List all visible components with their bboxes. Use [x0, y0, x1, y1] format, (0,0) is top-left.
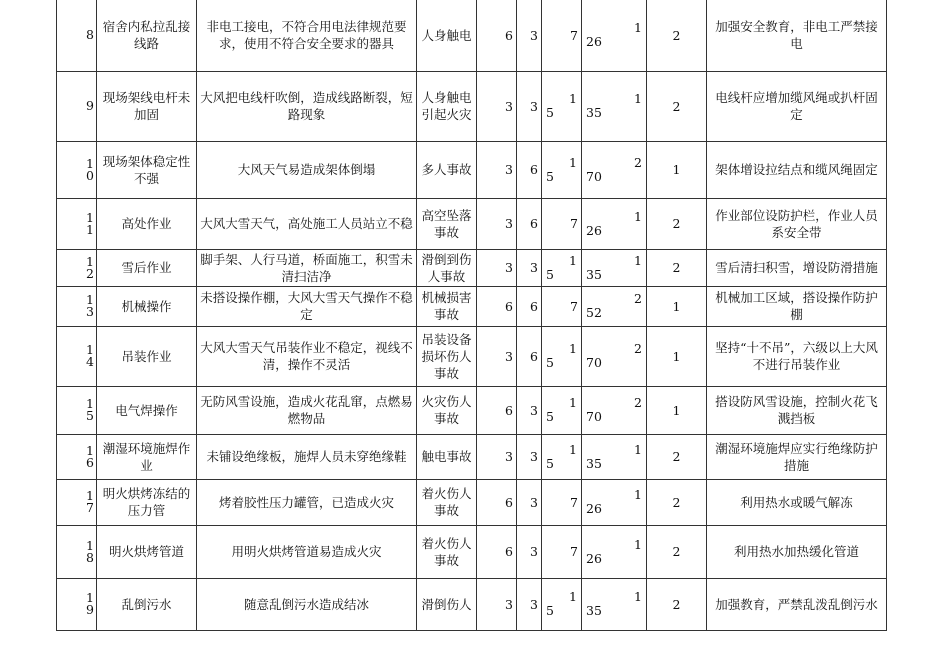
table-row — [57, 326, 887, 386]
c-value-cell — [542, 578, 582, 630]
consequence-cell: 人身触电引起火灾 — [417, 71, 477, 141]
hazard-description-cell: 非电工接电，不符合用电法律规范要求，使用不符合安全要求的器具 — [197, 0, 417, 71]
control-measure-cell: 加强安全教育，非电工严禁接电 — [707, 0, 887, 71]
risk-assessment-table — [56, 0, 887, 631]
table-row — [57, 198, 887, 249]
c-value-part: 1 — [569, 91, 577, 106]
c-value-cell — [542, 249, 582, 286]
d-value-cell — [582, 386, 647, 434]
row-number-cell — [57, 71, 97, 141]
d-value-part: 35 — [586, 105, 602, 120]
work-item-cell: 宿舍内私拉乱接线路 — [97, 0, 197, 71]
row-number-part: 1 — [86, 253, 94, 269]
d-value-part: 35 — [586, 603, 602, 618]
d-value-cell — [582, 198, 647, 249]
control-measure-cell: 雪后清扫积雪，增设防滑措施 — [707, 249, 887, 286]
c-value-part: 5 — [546, 266, 554, 282]
row-number-part: 7 — [86, 500, 94, 515]
d-value-part: 35 — [586, 266, 602, 282]
d-value-part: 2 — [634, 291, 642, 306]
table-row — [57, 71, 887, 141]
hazard-description-cell: 未搭设操作棚，大风大雪天气操作不稳定 — [197, 286, 417, 326]
risk-level-cell: 1 — [647, 386, 707, 434]
row-number-part: 8 — [86, 549, 94, 565]
d-value-part: 1 — [634, 91, 642, 106]
work-item-cell: 明火烘烤冻结的压力管 — [97, 479, 197, 525]
row-number-part: 0 — [86, 167, 94, 183]
row-number-part: 1 — [86, 155, 94, 171]
d-value-part: 26 — [586, 501, 602, 516]
d-value-part: 1 — [634, 252, 642, 268]
consequence-cell: 多人事故 — [417, 141, 477, 198]
work-item-cell: 现场架线电杆未加固 — [97, 71, 197, 141]
risk-level-cell: 2 — [647, 249, 707, 286]
e-value-cell: 3 — [517, 479, 542, 525]
table-row — [57, 0, 887, 71]
l-value-cell: 3 — [477, 326, 517, 386]
row-number-part: 2 — [86, 265, 94, 281]
l-value-cell: 6 — [477, 479, 517, 525]
d-value-part: 1 — [634, 536, 642, 552]
l-value-cell: 3 — [477, 71, 517, 141]
c-value-part: 5 — [546, 168, 554, 184]
table-row — [57, 434, 887, 479]
d-value-cell — [582, 286, 647, 326]
hazard-description-cell: 未铺设绝缘板，施焊人员未穿绝缘鞋 — [197, 434, 417, 479]
l-value-cell: 6 — [477, 525, 517, 578]
consequence-cell: 高空坠落事故 — [417, 198, 477, 249]
risk-level-cell: 2 — [647, 578, 707, 630]
c-value-part: 1 — [569, 154, 577, 170]
risk-level-cell: 2 — [647, 434, 707, 479]
row-number-part: 8 — [86, 27, 94, 43]
c-value-cell — [542, 386, 582, 434]
e-value-cell: 6 — [517, 198, 542, 249]
row-number-part: 5 — [86, 408, 94, 423]
e-value-cell: 3 — [517, 386, 542, 434]
c-value-cell: 7 — [542, 198, 582, 249]
work-item-cell: 乱倒污水 — [97, 578, 197, 630]
row-number-part: 1 — [86, 292, 94, 307]
d-value-part: 2 — [634, 154, 642, 170]
d-value-part: 52 — [586, 305, 602, 320]
d-value-cell — [582, 525, 647, 578]
control-measure-cell: 作业部位设防护栏，作业人员系安全带 — [707, 198, 887, 249]
row-number-cell — [57, 386, 97, 434]
c-value-cell — [542, 434, 582, 479]
table-row — [57, 141, 887, 198]
risk-level-cell: 1 — [647, 326, 707, 386]
table-row — [57, 386, 887, 434]
row-number-part: 6 — [86, 454, 94, 470]
row-number-part: 1 — [86, 537, 94, 553]
hazard-description-cell: 随意乱倒污水造成结冰 — [197, 578, 417, 630]
row-number-part: 1 — [86, 590, 94, 605]
c-value-cell: 7 — [542, 286, 582, 326]
c-value-part: 1 — [569, 341, 577, 356]
row-number-cell — [57, 198, 97, 249]
d-value-part: 2 — [634, 395, 642, 410]
hazard-description-cell: 无防风雪设施，造成火花乱窜，点燃易燃物品 — [197, 386, 417, 434]
d-value-part: 26 — [586, 222, 602, 238]
l-value-cell: 6 — [477, 286, 517, 326]
work-item-cell: 现场架体稳定性不强 — [97, 141, 197, 198]
l-value-cell: 3 — [477, 434, 517, 479]
consequence-cell: 人身触电 — [417, 0, 477, 71]
e-value-cell: 3 — [517, 0, 542, 71]
row-number-cell — [57, 479, 97, 525]
hazard-description-cell: 大风大雪天气，高处施工人员站立不稳 — [197, 198, 417, 249]
c-value-cell — [542, 326, 582, 386]
hazard-description-cell: 大风天气易造成架体倒塌 — [197, 141, 417, 198]
c-value-part: 5 — [546, 105, 554, 120]
row-number-part: 9 — [86, 98, 94, 113]
row-number-part: 1 — [86, 209, 94, 225]
c-value-part: 5 — [546, 409, 554, 424]
e-value-cell: 6 — [517, 141, 542, 198]
row-number-cell — [57, 249, 97, 286]
work-item-cell: 潮湿环境施焊作业 — [97, 434, 197, 479]
risk-level-cell: 2 — [647, 0, 707, 71]
c-value-part: 1 — [569, 395, 577, 410]
row-number-part: 3 — [86, 304, 94, 319]
work-item-cell: 吊装作业 — [97, 326, 197, 386]
consequence-cell: 滑倒伤人 — [417, 578, 477, 630]
d-value-part: 70 — [586, 355, 602, 370]
row-number-cell — [57, 434, 97, 479]
c-value-cell — [542, 71, 582, 141]
c-value-cell: 7 — [542, 0, 582, 71]
row-number-cell — [57, 0, 97, 71]
work-item-cell: 明火烘烤管道 — [97, 525, 197, 578]
l-value-cell: 3 — [477, 578, 517, 630]
control-measure-cell: 坚持“十不吊”，六级以上大风不进行吊装作业 — [707, 326, 887, 386]
d-value-cell — [582, 434, 647, 479]
d-value-part: 1 — [634, 589, 642, 604]
d-value-part: 70 — [586, 168, 602, 184]
work-item-cell: 雪后作业 — [97, 249, 197, 286]
table-row — [57, 479, 887, 525]
hazard-description-cell: 脚手架、人行马道，桥面施工，积雪未清扫洁净 — [197, 249, 417, 286]
control-measure-cell: 利用热水或暖气解冻 — [707, 479, 887, 525]
hazard-description-cell: 大风大雪天气吊装作业不稳定，视线不清，操作不灵活 — [197, 326, 417, 386]
c-value-part: 5 — [546, 603, 554, 618]
row-number-cell — [57, 326, 97, 386]
hazard-description-cell: 用明火烘烤管道易造成火灾 — [197, 525, 417, 578]
d-value-part: 70 — [586, 409, 602, 424]
d-value-part: 26 — [586, 34, 602, 50]
row-number-cell — [57, 525, 97, 578]
risk-level-cell: 2 — [647, 479, 707, 525]
row-number-part: 4 — [86, 354, 94, 369]
control-measure-cell: 电线杆应增加缆风绳或扒杆固定 — [707, 71, 887, 141]
control-measure-cell: 搭设防风雪设施，控制火花飞溅挡板 — [707, 386, 887, 434]
table-row — [57, 578, 887, 630]
table-row — [57, 286, 887, 326]
risk-level-cell: 1 — [647, 141, 707, 198]
control-measure-cell: 加强教育，严禁乱泼乱倒污水 — [707, 578, 887, 630]
e-value-cell: 6 — [517, 326, 542, 386]
risk-level-cell: 1 — [647, 286, 707, 326]
d-value-part: 1 — [634, 208, 642, 224]
work-item-cell: 电气焊操作 — [97, 386, 197, 434]
l-value-cell: 6 — [477, 0, 517, 71]
consequence-cell: 滑倒到伤人事故 — [417, 249, 477, 286]
control-measure-cell: 利用热水加热缓化管道 — [707, 525, 887, 578]
d-value-cell — [582, 479, 647, 525]
d-value-part: 26 — [586, 550, 602, 566]
c-value-cell: 7 — [542, 525, 582, 578]
c-value-part: 1 — [569, 252, 577, 268]
e-value-cell: 6 — [517, 286, 542, 326]
e-value-cell: 3 — [517, 71, 542, 141]
row-number-cell — [57, 141, 97, 198]
hazard-description-cell: 烤着胶性压力罐管，已造成火灾 — [197, 479, 417, 525]
c-value-part: 5 — [546, 355, 554, 370]
consequence-cell: 吊装设备损坏伤人事故 — [417, 326, 477, 386]
c-value-part: 1 — [569, 589, 577, 604]
l-value-cell: 6 — [477, 386, 517, 434]
row-number-part: 1 — [86, 221, 94, 237]
e-value-cell: 3 — [517, 249, 542, 286]
work-item-cell: 机械操作 — [97, 286, 197, 326]
row-number-part: 1 — [86, 396, 94, 411]
d-value-cell — [582, 141, 647, 198]
row-number-part: 9 — [86, 602, 94, 617]
consequence-cell: 触电事故 — [417, 434, 477, 479]
consequence-cell: 火灾伤人事故 — [417, 386, 477, 434]
e-value-cell: 3 — [517, 525, 542, 578]
row-number-cell — [57, 286, 97, 326]
c-value-part: 5 — [546, 455, 554, 471]
d-value-cell — [582, 0, 647, 71]
work-item-cell: 高处作业 — [97, 198, 197, 249]
row-number-part: 1 — [86, 442, 94, 458]
d-value-cell — [582, 71, 647, 141]
risk-level-cell: 2 — [647, 71, 707, 141]
c-value-part: 1 — [569, 441, 577, 457]
risk-level-cell: 2 — [647, 198, 707, 249]
consequence-cell: 着火伤人事故 — [417, 525, 477, 578]
d-value-part: 1 — [634, 20, 642, 36]
l-value-cell: 3 — [477, 198, 517, 249]
row-number-part: 1 — [86, 488, 94, 503]
l-value-cell: 3 — [477, 141, 517, 198]
control-measure-cell: 架体增设拉结点和缆风绳固定 — [707, 141, 887, 198]
consequence-cell: 着火伤人事故 — [417, 479, 477, 525]
hazard-description-cell: 大风把电线杆吹倒，造成线路断裂，短路现象 — [197, 71, 417, 141]
d-value-part: 1 — [634, 487, 642, 502]
row-number-part: 1 — [86, 342, 94, 357]
d-value-part: 1 — [634, 441, 642, 457]
control-measure-cell: 机械加工区域，搭设操作防护棚 — [707, 286, 887, 326]
table-row — [57, 525, 887, 578]
c-value-cell: 7 — [542, 479, 582, 525]
d-value-cell — [582, 326, 647, 386]
consequence-cell: 机械损害事故 — [417, 286, 477, 326]
risk-level-cell: 2 — [647, 525, 707, 578]
c-value-cell — [542, 141, 582, 198]
l-value-cell: 3 — [477, 249, 517, 286]
e-value-cell: 3 — [517, 578, 542, 630]
e-value-cell: 3 — [517, 434, 542, 479]
d-value-part: 2 — [634, 341, 642, 356]
control-measure-cell: 潮湿环境施焊应实行绝缘防护措施 — [707, 434, 887, 479]
table-row — [57, 249, 887, 286]
d-value-part: 35 — [586, 455, 602, 471]
d-value-cell — [582, 578, 647, 630]
d-value-cell — [582, 249, 647, 286]
row-number-cell — [57, 578, 97, 630]
